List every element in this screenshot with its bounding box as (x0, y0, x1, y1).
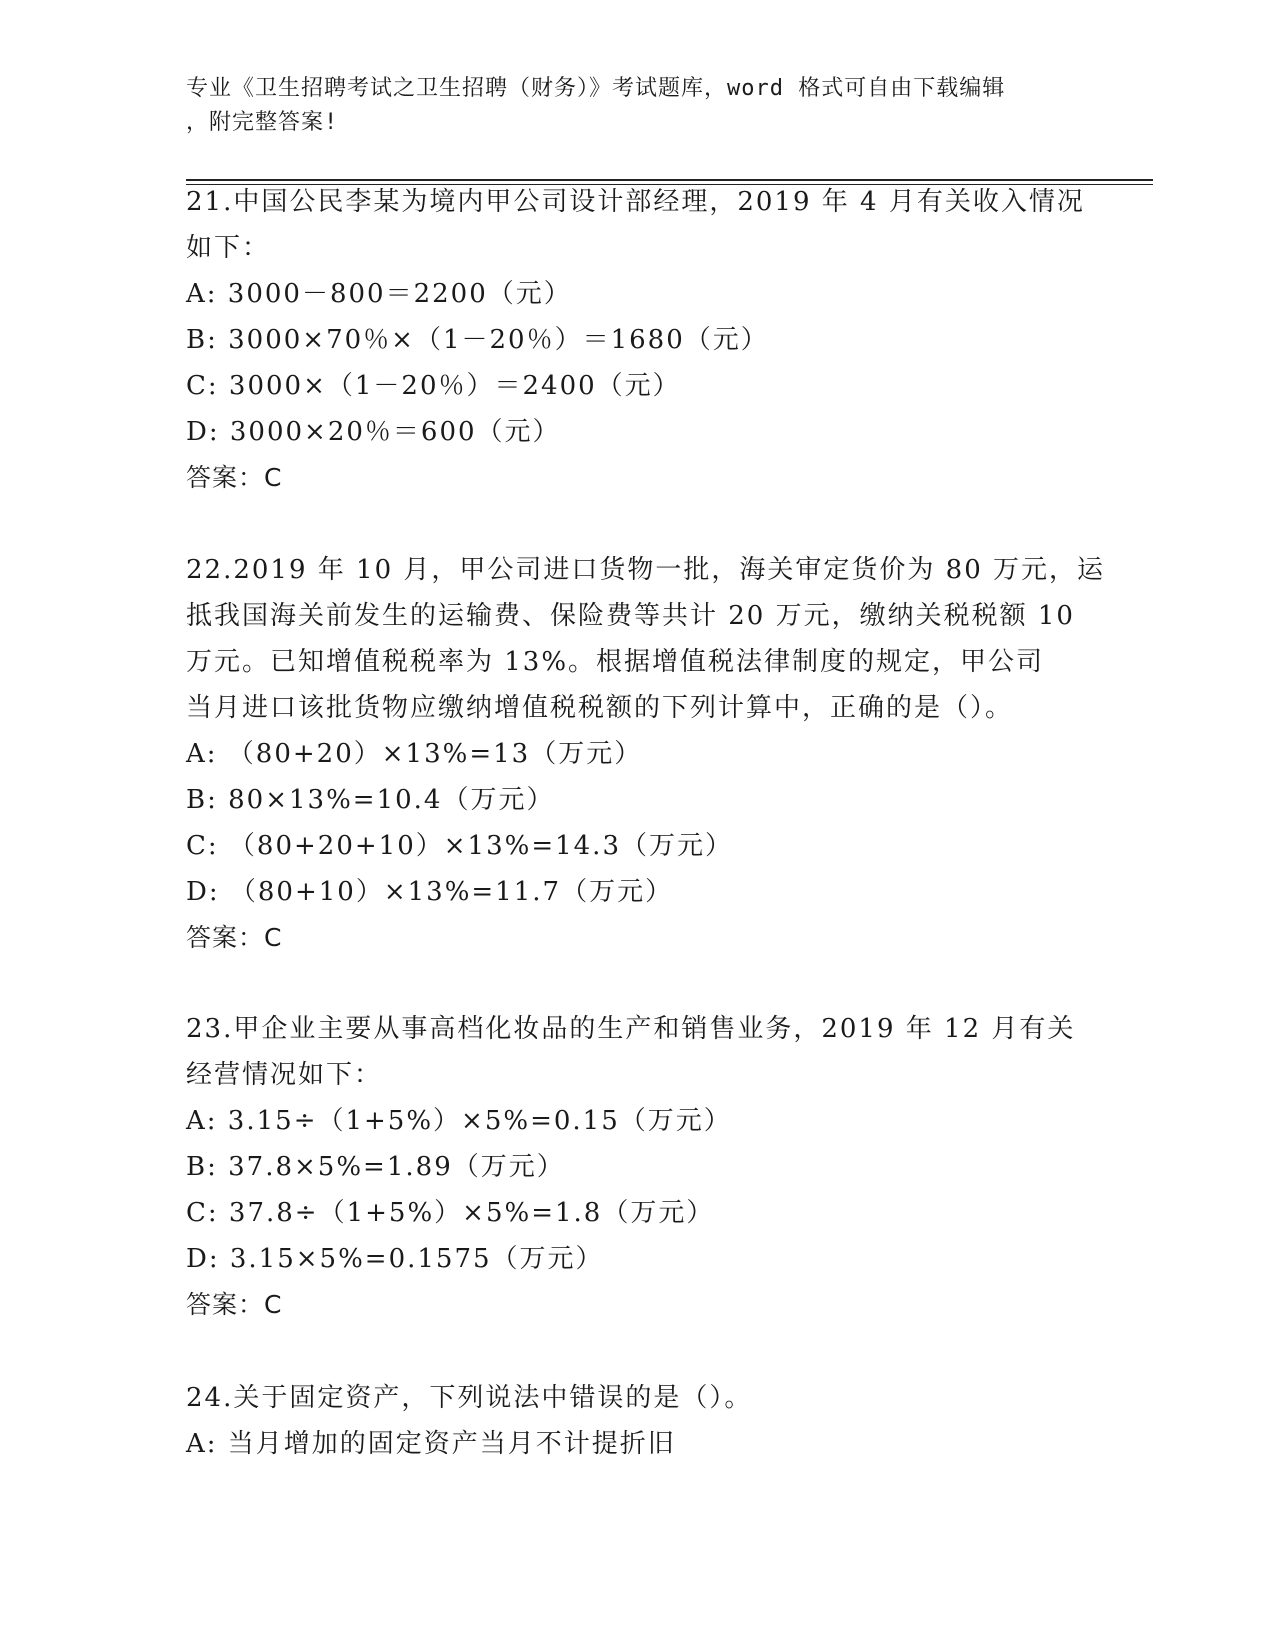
option-a: A: 3000－800＝2200（元） (186, 279, 572, 309)
option-d: D: （80+10）×13%=11.7（万元） (186, 877, 674, 907)
question-stem-line: 如下： (186, 233, 271, 263)
option-c: C: （80+20+10）×13%=14.3（万元） (186, 831, 733, 861)
question-21 (186, 179, 1086, 501)
answer: 答案：C (186, 463, 283, 492)
question-23 (186, 1006, 1086, 1328)
option-c: C: 3000×（1－20％）＝2400（元） (186, 371, 681, 401)
question-stem-line: 万元。已知增值税税率为 13%。根据增值税法律制度的规定，甲公司 (186, 647, 1045, 677)
option-b: B: 37.8×5%=1.89（万元） (186, 1152, 565, 1182)
header-line-1: 专业《卫生招聘考试之卫生招聘（财务）》考试题库，word 格式可自由下载编辑 (186, 76, 1006, 101)
question-stem-line: 21.中国公民李某为境内甲公司设计部经理，2019 年 4 月有关收入情况 (186, 187, 1085, 217)
option-a: A: 当月增加的固定资产当月不计提折旧 (186, 1429, 676, 1459)
answer: 答案：C (186, 923, 283, 952)
option-b: B: 3000×70％×（1－20％）＝1680（元） (186, 325, 769, 355)
option-c: C: 37.8÷（1+5%）×5%=1.8（万元） (186, 1198, 715, 1228)
question-22 (186, 547, 1106, 961)
option-b: B: 80×13%=10.4（万元） (186, 785, 555, 815)
option-d: D: 3.15×5%=0.1575（万元） (186, 1244, 604, 1274)
header-line-2: ，附完整答案! (186, 110, 339, 135)
document-header (186, 72, 1086, 140)
option-d: D: 3000×20％＝600（元） (186, 417, 561, 447)
question-stem-line: 23.甲企业主要从事高档化妆品的生产和销售业务，2019 年 12 月有关 (186, 1014, 1076, 1044)
question-stem-line: 24.关于固定资产，下列说法中错误的是（）。 (186, 1383, 753, 1413)
option-a: A: （80+20）×13%=13（万元） (186, 739, 643, 769)
question-stem-line: 经营情况如下： (186, 1060, 383, 1090)
answer: 答案：C (186, 1290, 283, 1319)
question-stem-line: 22.2019 年 10 月，甲公司进口货物一批，海关审定货价为 80 万元，运 (186, 555, 1106, 585)
question-24 (186, 1375, 1086, 1467)
option-a: A: 3.15÷（1+5%）×5%=0.15（万元） (186, 1106, 732, 1136)
question-stem-line: 当月进口该批货物应缴纳增值税税额的下列计算中，正确的是（）。 (186, 693, 1014, 723)
question-stem-line: 抵我国海关前发生的运输费、保险费等共计 20 万元，缴纳关税税额 10 (186, 601, 1075, 631)
